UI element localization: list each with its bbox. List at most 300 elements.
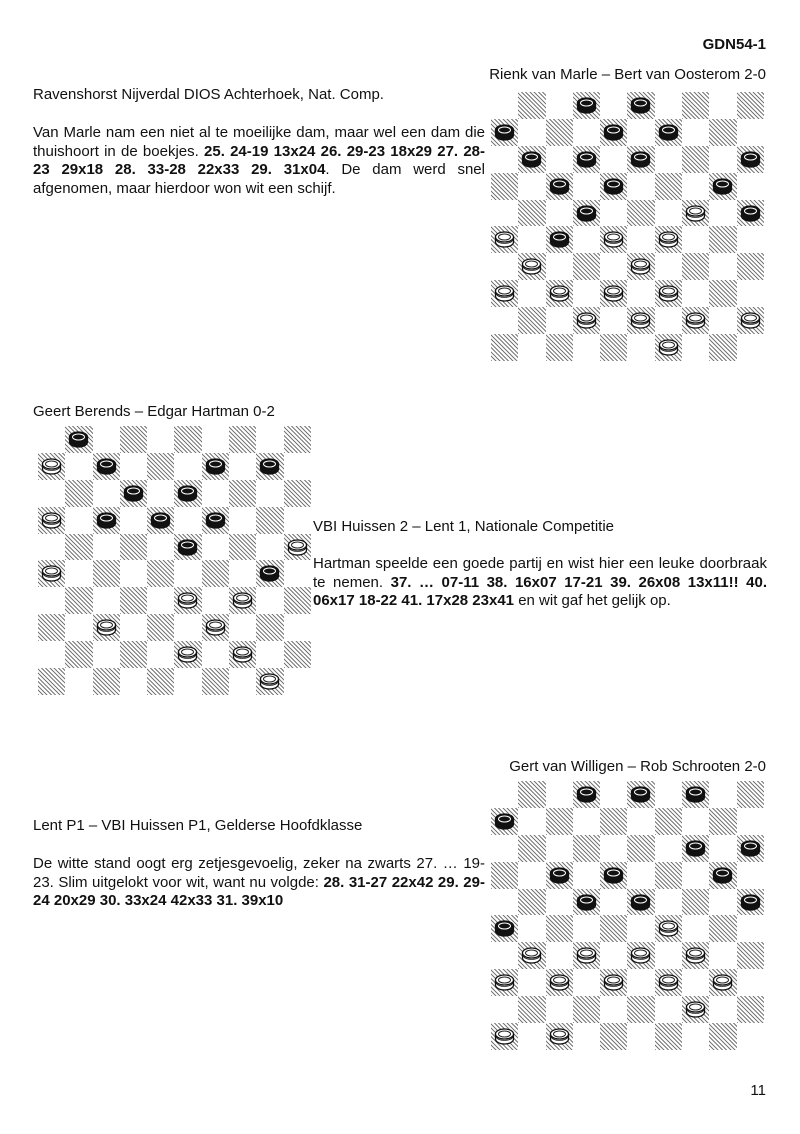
board-square-34 bbox=[682, 942, 709, 969]
board-light-square bbox=[709, 92, 736, 119]
board-square-1 bbox=[65, 426, 92, 453]
board-square-12 bbox=[120, 480, 147, 507]
board-light-square bbox=[737, 173, 764, 200]
board-light-square bbox=[627, 226, 654, 253]
board-square-24 bbox=[682, 200, 709, 227]
board-light-square bbox=[655, 781, 682, 808]
game3-board bbox=[491, 781, 764, 1050]
board-light-square bbox=[546, 200, 573, 227]
board-square-24 bbox=[229, 534, 256, 561]
board-light-square bbox=[627, 808, 654, 835]
board-square-34 bbox=[682, 253, 709, 280]
board-square-26 bbox=[491, 915, 518, 942]
board-square-14 bbox=[682, 835, 709, 862]
board-light-square bbox=[682, 119, 709, 146]
game2-event: VBI Huissen 2 – Lent 1, Nationale Competitie bbox=[313, 518, 615, 535]
game2-comment bbox=[313, 555, 767, 611]
board-square-1 bbox=[518, 781, 545, 808]
board-light-square bbox=[709, 146, 736, 173]
board-square-50 bbox=[709, 1023, 736, 1050]
board-light-square bbox=[546, 996, 573, 1023]
board-square-45 bbox=[737, 996, 764, 1023]
board-light-square bbox=[491, 92, 518, 119]
board-light-square bbox=[682, 915, 709, 942]
board-light-square bbox=[120, 668, 147, 695]
board-light-square bbox=[709, 942, 736, 969]
board-square-40 bbox=[256, 614, 283, 641]
board-light-square bbox=[65, 614, 92, 641]
board-light-square bbox=[38, 534, 65, 561]
board-light-square bbox=[256, 641, 283, 668]
game2-comment-intro: Hartman speelde een goede partij en wist hier een leuke doorbraak te nemen. bbox=[313, 555, 767, 591]
board-light-square bbox=[174, 453, 201, 480]
board-square-40 bbox=[709, 280, 736, 307]
board-light-square bbox=[546, 835, 573, 862]
board-light-square bbox=[682, 1023, 709, 1050]
board-square-4 bbox=[682, 781, 709, 808]
board-light-square bbox=[709, 200, 736, 227]
board-square-35 bbox=[737, 942, 764, 969]
board-light-square bbox=[147, 480, 174, 507]
board-square-15 bbox=[737, 835, 764, 862]
board-square-29 bbox=[202, 560, 229, 587]
board-light-square bbox=[491, 253, 518, 280]
board-light-square bbox=[202, 426, 229, 453]
board-square-27 bbox=[546, 226, 573, 253]
board-square-5 bbox=[284, 426, 311, 453]
board-light-square bbox=[284, 614, 311, 641]
board-square-8 bbox=[600, 119, 627, 146]
board-square-19 bbox=[202, 507, 229, 534]
board-light-square bbox=[600, 781, 627, 808]
board-square-46 bbox=[38, 668, 65, 695]
board-square-23 bbox=[174, 534, 201, 561]
board-light-square bbox=[546, 942, 573, 969]
board-square-23 bbox=[627, 200, 654, 227]
board-light-square bbox=[600, 92, 627, 119]
board-square-36 bbox=[491, 280, 518, 307]
game1-event: Ravenshorst Nijverdal DIOS Achterhoek, Nat. Comp. bbox=[33, 86, 384, 103]
board-light-square bbox=[93, 480, 120, 507]
board-square-16 bbox=[491, 173, 518, 200]
board-square-13 bbox=[174, 480, 201, 507]
board-light-square bbox=[600, 889, 627, 916]
board-light-square bbox=[682, 334, 709, 361]
board-light-square bbox=[655, 307, 682, 334]
board-square-34 bbox=[229, 587, 256, 614]
board-square-44 bbox=[682, 996, 709, 1023]
board-light-square bbox=[627, 334, 654, 361]
page-number: 11 bbox=[750, 1082, 766, 1099]
board-square-33 bbox=[627, 942, 654, 969]
board-square-42 bbox=[573, 307, 600, 334]
board-light-square bbox=[737, 808, 764, 835]
board-square-19 bbox=[655, 173, 682, 200]
game2-moves: 37. … 07-11 38. 16x07 17-21 39. 26x08 13x11!! 40. 06x17 18-22 41. 17x28 23x41 bbox=[313, 573, 767, 610]
game3-event: Lent P1 – VBI Huissen P1, Gelderse Hoofdklasse bbox=[33, 817, 363, 834]
board-light-square bbox=[229, 507, 256, 534]
board-light-square bbox=[709, 835, 736, 862]
game3-comment bbox=[33, 855, 485, 911]
board-square-28 bbox=[600, 226, 627, 253]
board-square-47 bbox=[546, 1023, 573, 1050]
board-light-square bbox=[284, 560, 311, 587]
board-light-square bbox=[202, 587, 229, 614]
board-square-15 bbox=[737, 146, 764, 173]
board-light-square bbox=[573, 226, 600, 253]
board-light-square bbox=[491, 942, 518, 969]
board-square-42 bbox=[120, 641, 147, 668]
board-light-square bbox=[627, 119, 654, 146]
board-square-50 bbox=[709, 334, 736, 361]
board-light-square bbox=[65, 668, 92, 695]
game1-moves: 25. 24-19 13x24 26. 29-23 18x29 27. 28-23 29x18 28. 33-28 22x33 29. 31x04 bbox=[33, 142, 485, 179]
board-square-31 bbox=[518, 942, 545, 969]
board-square-49 bbox=[655, 1023, 682, 1050]
game1-comment bbox=[33, 124, 485, 198]
board-square-10 bbox=[709, 808, 736, 835]
board-light-square bbox=[737, 226, 764, 253]
board-light-square bbox=[737, 119, 764, 146]
board-square-14 bbox=[229, 480, 256, 507]
board-light-square bbox=[256, 587, 283, 614]
board-square-21 bbox=[518, 200, 545, 227]
board-square-35 bbox=[284, 587, 311, 614]
board-light-square bbox=[627, 1023, 654, 1050]
board-square-22 bbox=[120, 534, 147, 561]
board-square-26 bbox=[491, 226, 518, 253]
board-square-2 bbox=[573, 781, 600, 808]
board-light-square bbox=[737, 1023, 764, 1050]
board-light-square bbox=[93, 587, 120, 614]
board-square-7 bbox=[546, 119, 573, 146]
board-light-square bbox=[229, 560, 256, 587]
board-light-square bbox=[682, 862, 709, 889]
board-light-square bbox=[709, 996, 736, 1023]
board-light-square bbox=[627, 969, 654, 996]
board-square-25 bbox=[737, 200, 764, 227]
board-light-square bbox=[256, 426, 283, 453]
board-light-square bbox=[600, 200, 627, 227]
board-square-29 bbox=[655, 226, 682, 253]
board-square-20 bbox=[709, 862, 736, 889]
board-light-square bbox=[284, 507, 311, 534]
board-light-square bbox=[256, 480, 283, 507]
board-light-square bbox=[709, 307, 736, 334]
board-light-square bbox=[682, 969, 709, 996]
board-square-22 bbox=[573, 889, 600, 916]
board-light-square bbox=[600, 253, 627, 280]
board-square-1 bbox=[518, 92, 545, 119]
board-light-square bbox=[573, 808, 600, 835]
board-square-27 bbox=[546, 915, 573, 942]
board-square-45 bbox=[284, 641, 311, 668]
board-square-12 bbox=[573, 146, 600, 173]
board-square-47 bbox=[93, 668, 120, 695]
board-light-square bbox=[737, 862, 764, 889]
board-square-16 bbox=[491, 862, 518, 889]
board-light-square bbox=[518, 173, 545, 200]
game3-comment-intro: De witte stand oogt erg zetjesgevoelig, zeker na zwarts 27. … 19-23. Slim uitgelokt voor wit, want nu volgde: bbox=[33, 855, 485, 891]
board-square-32 bbox=[120, 587, 147, 614]
board-light-square bbox=[573, 173, 600, 200]
board-light-square bbox=[573, 1023, 600, 1050]
board-light-square bbox=[655, 146, 682, 173]
board-square-13 bbox=[627, 835, 654, 862]
board-light-square bbox=[682, 280, 709, 307]
board-square-31 bbox=[65, 587, 92, 614]
board-square-21 bbox=[518, 889, 545, 916]
board-square-17 bbox=[93, 507, 120, 534]
board-light-square bbox=[709, 889, 736, 916]
board-light-square bbox=[256, 534, 283, 561]
board-light-square bbox=[737, 334, 764, 361]
board-light-square bbox=[627, 280, 654, 307]
board-square-32 bbox=[573, 942, 600, 969]
board-light-square bbox=[682, 226, 709, 253]
board-light-square bbox=[518, 280, 545, 307]
board-square-2 bbox=[573, 92, 600, 119]
board-light-square bbox=[627, 862, 654, 889]
board-light-square bbox=[546, 781, 573, 808]
board-square-25 bbox=[284, 534, 311, 561]
board-light-square bbox=[38, 426, 65, 453]
board-square-17 bbox=[546, 862, 573, 889]
board-square-13 bbox=[627, 146, 654, 173]
board-square-11 bbox=[518, 146, 545, 173]
game1-players: Rienk van Marle – Bert van Oosterom 2-0 bbox=[489, 66, 766, 83]
board-square-46 bbox=[491, 334, 518, 361]
board-square-31 bbox=[518, 253, 545, 280]
board-square-22 bbox=[573, 200, 600, 227]
game1-comment-outro: . De dam werd snel afgenomen, maar hierdoor won wit een schijf. bbox=[33, 161, 485, 197]
board-light-square bbox=[627, 173, 654, 200]
board-light-square bbox=[491, 146, 518, 173]
board-square-50 bbox=[256, 668, 283, 695]
board-light-square bbox=[229, 453, 256, 480]
board-light-square bbox=[93, 641, 120, 668]
board-square-39 bbox=[655, 280, 682, 307]
board-square-36 bbox=[491, 969, 518, 996]
board-light-square bbox=[120, 453, 147, 480]
board-light-square bbox=[202, 534, 229, 561]
board-square-9 bbox=[202, 453, 229, 480]
board-square-10 bbox=[709, 119, 736, 146]
board-light-square bbox=[546, 889, 573, 916]
board-square-6 bbox=[38, 453, 65, 480]
board-square-20 bbox=[256, 507, 283, 534]
board-light-square bbox=[518, 334, 545, 361]
board-square-8 bbox=[600, 808, 627, 835]
board-light-square bbox=[65, 507, 92, 534]
game3-players: Gert van Willigen – Rob Schrooten 2-0 bbox=[509, 758, 766, 775]
board-square-46 bbox=[491, 1023, 518, 1050]
board-light-square bbox=[573, 334, 600, 361]
board-square-37 bbox=[93, 614, 120, 641]
board-light-square bbox=[600, 307, 627, 334]
board-square-25 bbox=[737, 889, 764, 916]
board-square-18 bbox=[600, 862, 627, 889]
board-square-45 bbox=[737, 307, 764, 334]
board-light-square bbox=[737, 969, 764, 996]
board-square-14 bbox=[682, 146, 709, 173]
board-square-5 bbox=[737, 781, 764, 808]
board-square-18 bbox=[147, 507, 174, 534]
board-square-2 bbox=[120, 426, 147, 453]
board-light-square bbox=[573, 119, 600, 146]
board-light-square bbox=[600, 996, 627, 1023]
board-square-41 bbox=[65, 641, 92, 668]
board-light-square bbox=[229, 668, 256, 695]
board-square-44 bbox=[229, 641, 256, 668]
board-light-square bbox=[120, 560, 147, 587]
board-light-square bbox=[174, 668, 201, 695]
board-square-4 bbox=[229, 426, 256, 453]
board-square-48 bbox=[600, 1023, 627, 1050]
board-light-square bbox=[38, 641, 65, 668]
board-light-square bbox=[147, 587, 174, 614]
board-square-38 bbox=[147, 614, 174, 641]
game2-board bbox=[38, 426, 311, 695]
board-light-square bbox=[709, 781, 736, 808]
board-square-9 bbox=[655, 119, 682, 146]
board-light-square bbox=[147, 534, 174, 561]
board-light-square bbox=[655, 200, 682, 227]
board-square-6 bbox=[491, 119, 518, 146]
board-square-5 bbox=[737, 92, 764, 119]
board-square-43 bbox=[627, 996, 654, 1023]
board-light-square bbox=[573, 862, 600, 889]
game2-players: Geert Berends – Edgar Hartman 0-2 bbox=[33, 403, 275, 420]
board-square-30 bbox=[256, 560, 283, 587]
board-light-square bbox=[655, 253, 682, 280]
board-square-41 bbox=[518, 996, 545, 1023]
board-square-27 bbox=[93, 560, 120, 587]
board-light-square bbox=[600, 835, 627, 862]
board-light-square bbox=[120, 614, 147, 641]
board-square-40 bbox=[709, 969, 736, 996]
board-light-square bbox=[93, 534, 120, 561]
page-id: GDN54-1 bbox=[702, 36, 766, 53]
board-square-41 bbox=[518, 307, 545, 334]
board-square-21 bbox=[65, 534, 92, 561]
board-square-26 bbox=[38, 560, 65, 587]
board-light-square bbox=[491, 200, 518, 227]
board-square-43 bbox=[174, 641, 201, 668]
board-light-square bbox=[518, 862, 545, 889]
board-light-square bbox=[518, 119, 545, 146]
board-square-9 bbox=[655, 808, 682, 835]
board-square-39 bbox=[202, 614, 229, 641]
board-light-square bbox=[147, 641, 174, 668]
board-square-49 bbox=[655, 334, 682, 361]
board-light-square bbox=[120, 507, 147, 534]
board-light-square bbox=[573, 969, 600, 996]
board-light-square bbox=[93, 426, 120, 453]
board-light-square bbox=[174, 560, 201, 587]
board-light-square bbox=[655, 889, 682, 916]
board-square-48 bbox=[600, 334, 627, 361]
board-light-square bbox=[284, 453, 311, 480]
board-square-8 bbox=[147, 453, 174, 480]
board-square-17 bbox=[546, 173, 573, 200]
board-square-6 bbox=[491, 808, 518, 835]
board-square-11 bbox=[65, 480, 92, 507]
game1-board bbox=[491, 92, 764, 361]
board-square-39 bbox=[655, 969, 682, 996]
board-light-square bbox=[518, 1023, 545, 1050]
board-light-square bbox=[600, 146, 627, 173]
board-square-33 bbox=[174, 587, 201, 614]
board-light-square bbox=[709, 253, 736, 280]
board-light-square bbox=[600, 942, 627, 969]
board-light-square bbox=[682, 808, 709, 835]
board-square-23 bbox=[627, 889, 654, 916]
board-square-47 bbox=[546, 334, 573, 361]
board-light-square bbox=[573, 280, 600, 307]
board-square-18 bbox=[600, 173, 627, 200]
board-square-48 bbox=[147, 668, 174, 695]
board-square-3 bbox=[627, 781, 654, 808]
board-light-square bbox=[627, 915, 654, 942]
board-light-square bbox=[284, 668, 311, 695]
board-square-24 bbox=[682, 889, 709, 916]
board-light-square bbox=[38, 587, 65, 614]
board-square-37 bbox=[546, 280, 573, 307]
board-light-square bbox=[491, 781, 518, 808]
board-light-square bbox=[655, 835, 682, 862]
board-square-11 bbox=[518, 835, 545, 862]
board-square-44 bbox=[682, 307, 709, 334]
game1-comment-intro: Van Marle nam een niet al te moeilijke dam, maar wel een dam die thuishoort in de boekjes. bbox=[33, 124, 485, 160]
board-light-square bbox=[655, 942, 682, 969]
board-light-square bbox=[202, 480, 229, 507]
board-square-30 bbox=[709, 915, 736, 942]
board-square-29 bbox=[655, 915, 682, 942]
board-square-35 bbox=[737, 253, 764, 280]
board-light-square bbox=[174, 507, 201, 534]
board-square-37 bbox=[546, 969, 573, 996]
board-square-33 bbox=[627, 253, 654, 280]
board-square-20 bbox=[709, 173, 736, 200]
board-light-square bbox=[546, 307, 573, 334]
board-light-square bbox=[655, 92, 682, 119]
board-square-3 bbox=[174, 426, 201, 453]
board-light-square bbox=[518, 969, 545, 996]
board-light-square bbox=[174, 614, 201, 641]
board-light-square bbox=[491, 889, 518, 916]
board-square-4 bbox=[682, 92, 709, 119]
board-square-15 bbox=[284, 480, 311, 507]
board-light-square bbox=[147, 426, 174, 453]
board-square-7 bbox=[546, 808, 573, 835]
board-square-42 bbox=[573, 996, 600, 1023]
board-light-square bbox=[546, 92, 573, 119]
board-light-square bbox=[655, 996, 682, 1023]
board-light-square bbox=[518, 226, 545, 253]
board-light-square bbox=[573, 915, 600, 942]
board-square-28 bbox=[600, 915, 627, 942]
board-light-square bbox=[737, 915, 764, 942]
board-square-30 bbox=[709, 226, 736, 253]
board-square-3 bbox=[627, 92, 654, 119]
board-square-16 bbox=[38, 507, 65, 534]
board-light-square bbox=[546, 146, 573, 173]
board-light-square bbox=[737, 280, 764, 307]
board-light-square bbox=[518, 915, 545, 942]
board-square-36 bbox=[38, 614, 65, 641]
board-light-square bbox=[65, 560, 92, 587]
